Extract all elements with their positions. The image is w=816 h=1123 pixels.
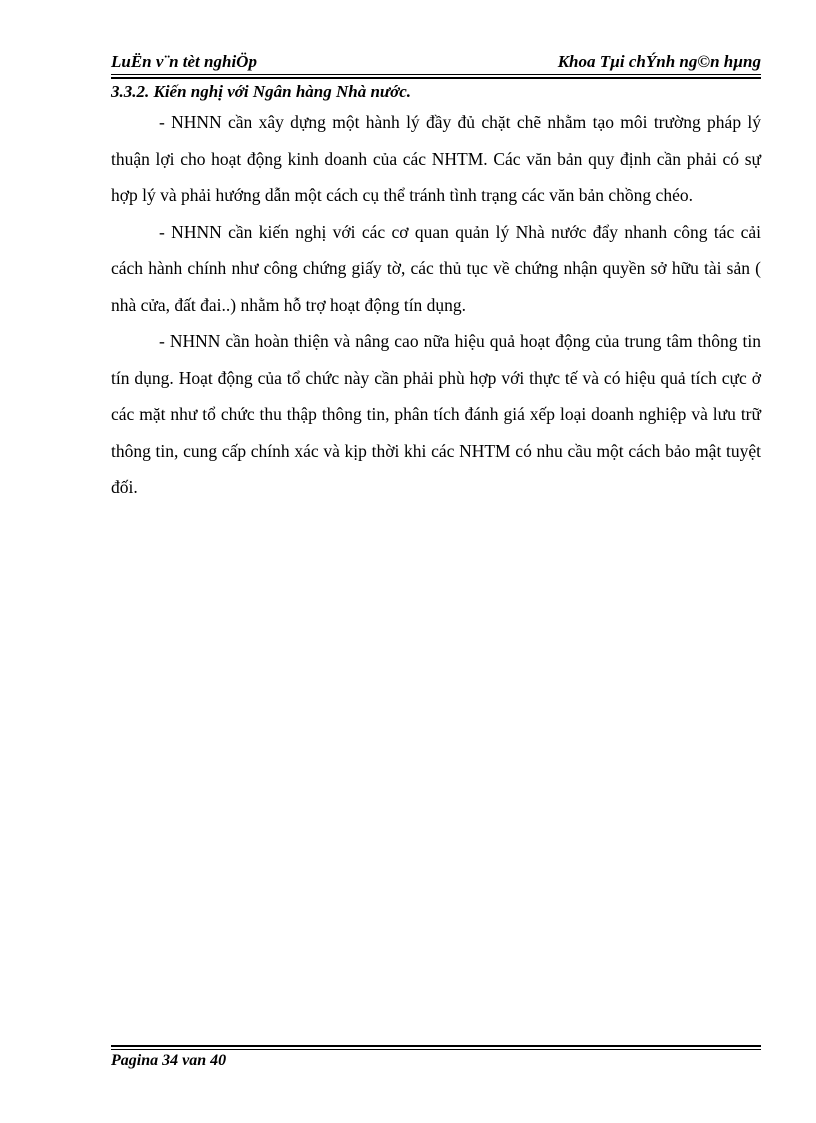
header-faculty: Khoa Tµi chÝnh ng©n hµng (557, 52, 761, 71)
section-heading: 3.3.2. Kiến nghị với Ngân hàng Nhà nước. (111, 82, 412, 101)
header-rule (111, 74, 761, 79)
paragraph-2: - NHNN cần kiến nghị với các cơ quan quản lý Nhà nước đẩy nhanh công tác cải cách hành chính như công chứng giấy tờ, các thủ tục về chứng nhận quyền sở hữu tài sản ( nhà cửa, đất đai..) nhằm hỗ trợ hoạt động tín dụng. (111, 221, 761, 315)
paragraph-3: - NHNN cần hoàn thiện và nâng cao nữa hiệu quả hoạt động của trung tâm thông tin tín dụng. Hoạt động của tổ chức này cần phải phù hợp với thực tế và có hiệu quả tích cực ở các mặt như tổ chức thu thập thông tin, phân tích đánh giá xếp loại doanh nghiệp và lưu trữ thông tin, cung cấp chính xác và kịp thời khi các NHTM có nhu cầu một cách bảo mật tuyệt đối. (111, 331, 761, 497)
document-body (111, 80, 761, 506)
header-thesis-title: LuËn v¨n tèt nghiÖp (111, 52, 257, 71)
page-number: Pagina 34 van 40 (111, 1052, 227, 1069)
paragraph-1: - NHNN cần xây dựng một hành lý đầy đủ chặt chẽ nhằm tạo môi trường pháp lý thuận lợi cho hoạt động kinh doanh của các NHTM. Các văn bản quy định cần phải có sự hợp lý và phải hướng dẫn một cách cụ thể tránh tình trạng các văn bản chồng chéo. (111, 112, 761, 205)
page-header (111, 50, 761, 74)
footer-rule (111, 1045, 761, 1050)
